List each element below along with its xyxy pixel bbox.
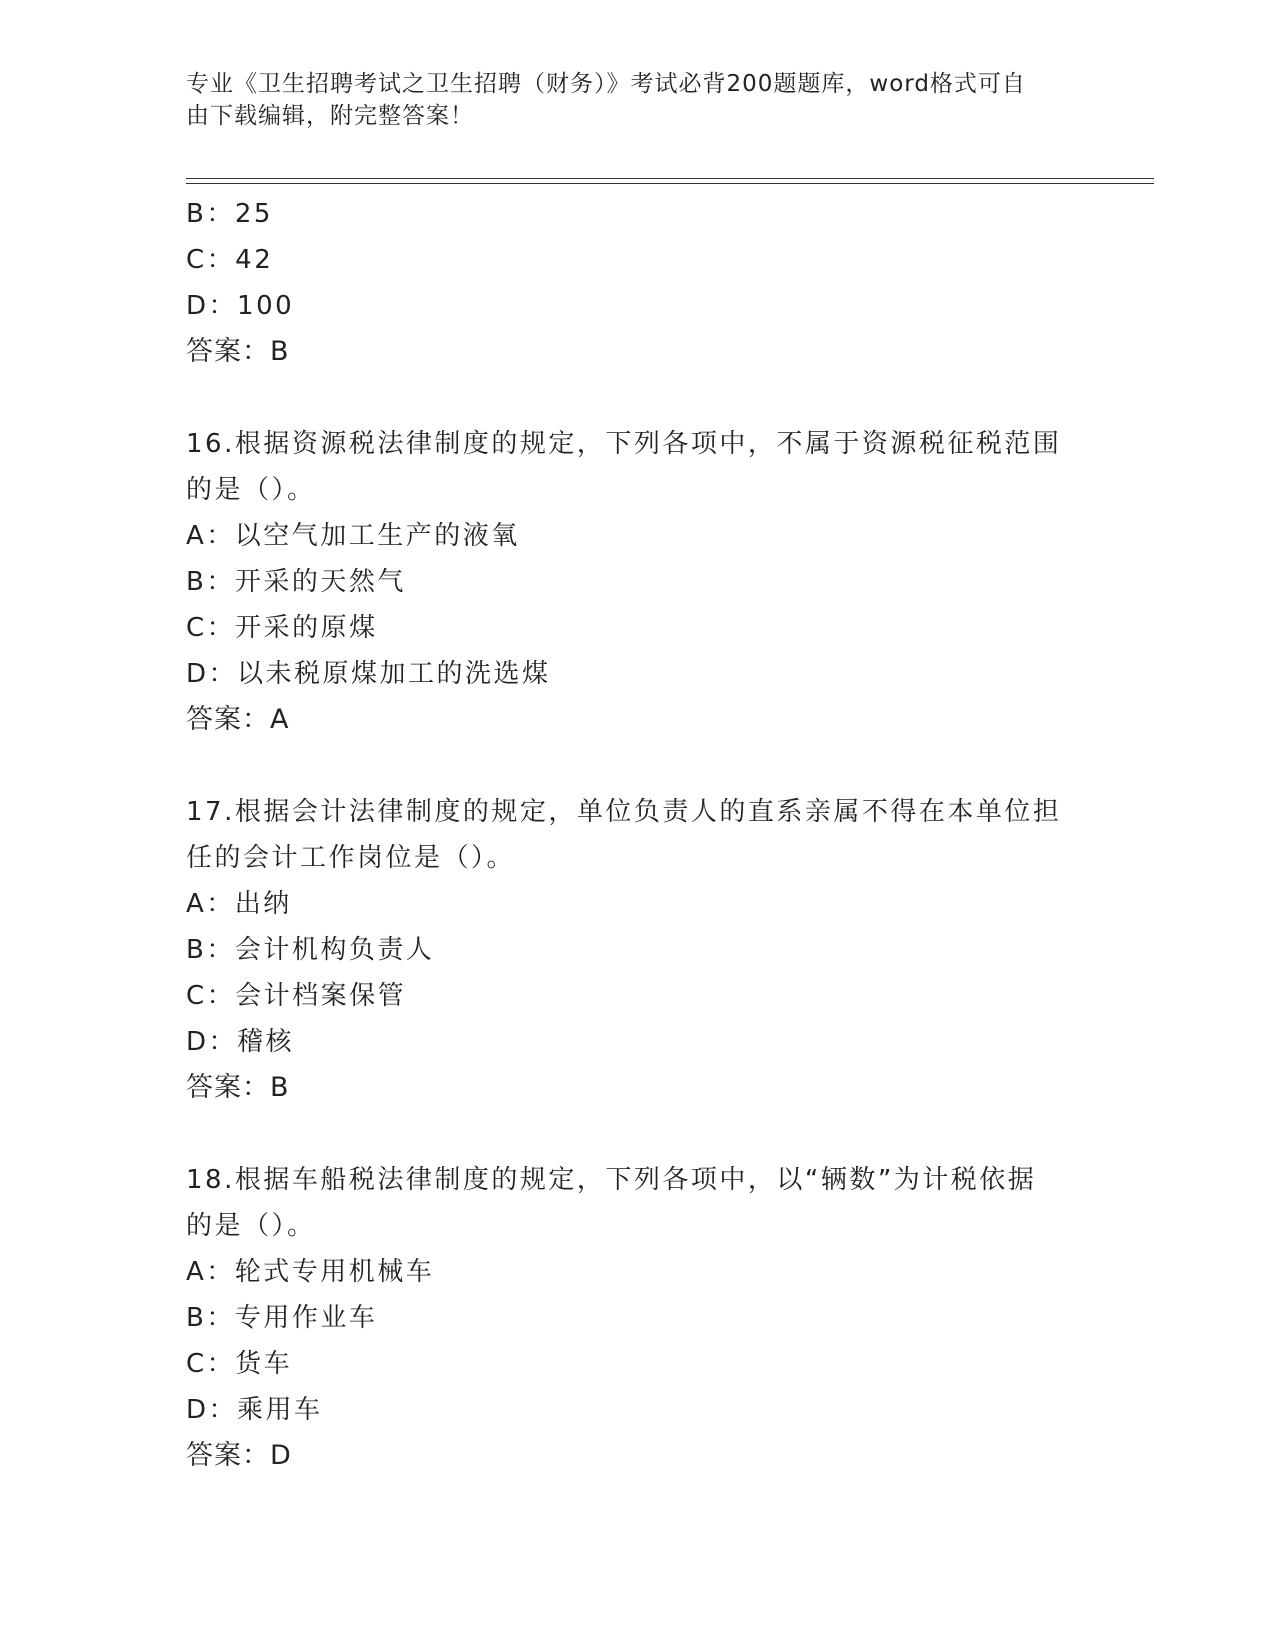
question-content [186,191,1086,1479]
answer: 答案：A [186,704,290,735]
answer: 答案：B [186,1072,290,1103]
option-b: B：会计机构负责人 [186,935,435,965]
option-d: D：乘用车 [186,1395,323,1425]
option-b: B：25 [186,199,273,229]
option-a: A：出纳 [186,889,292,919]
spacer [186,375,1086,421]
option-c: C：货车 [186,1349,293,1379]
option-c: C：开采的原煤 [186,613,378,643]
question-stem-cont: 任的会计工作岗位是（）。 [186,843,516,873]
option-a: A：轮式专用机械车 [186,1257,435,1287]
question-17 [186,789,1086,1111]
option-b: B：专用作业车 [186,1303,378,1333]
answer: 答案：D [186,1440,292,1471]
document-header [186,68,1086,132]
header-line-2: 由下载编辑，附完整答案！ [186,103,474,129]
option-c: C：42 [186,245,274,275]
question-16 [186,421,1086,743]
spacer [186,1111,1086,1157]
header-line-1: 专业《卫生招聘考试之卫生招聘（财务）》考试必背200题题库，word格式可自 [186,71,1026,97]
option-d: D：稽核 [186,1027,295,1057]
header-divider-bottom [186,183,1154,184]
previous-question-tail [186,191,1086,375]
question-stem: 16.根据资源税法律制度的规定，下列各项中，不属于资源税征税范围 [186,429,1062,459]
header-divider-top [186,178,1154,179]
question-stem-cont: 的是（）。 [186,475,316,505]
spacer [186,743,1086,789]
question-18 [186,1157,1086,1479]
question-stem: 17.根据会计法律制度的规定，单位负责人的直系亲属不得在本单位担 [186,797,1062,827]
option-c: C：会计档案保管 [186,981,407,1011]
question-stem: 18.根据车船税法律制度的规定，下列各项中，以“辆数”为计税依据 [186,1165,1037,1195]
option-a: A：以空气加工生产的液氧 [186,521,520,551]
answer: 答案：B [186,336,290,367]
option-b: B：开采的天然气 [186,567,406,597]
question-stem-cont: 的是（）。 [186,1211,316,1241]
option-d: D：以未税原煤加工的洗选煤 [186,659,551,689]
option-d: D：100 [186,291,295,321]
